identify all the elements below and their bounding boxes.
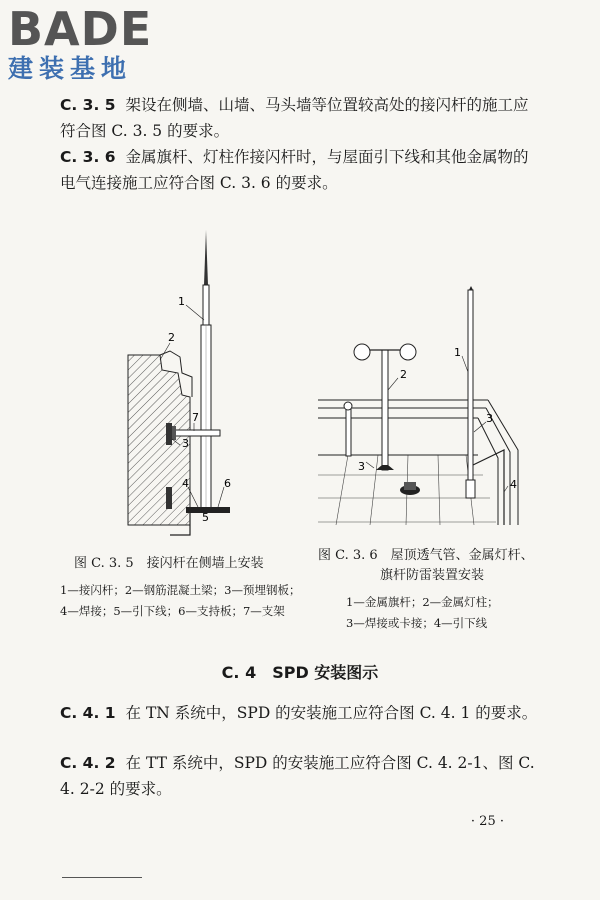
section-heading: C. 4 SPD 安装图示 xyxy=(221,663,379,682)
legend-line: 1—接闪杆；2—钢筋混凝土梁；3—预埋钢板； xyxy=(60,583,301,597)
figure-c35-legend xyxy=(60,580,300,622)
support-bracket xyxy=(170,430,220,436)
callout-2: 2 xyxy=(400,368,407,381)
logo-brand: BADE xyxy=(8,2,153,56)
callout-4: 4 xyxy=(510,478,517,491)
side-wall xyxy=(128,355,190,525)
vent-pipe xyxy=(346,406,351,456)
clause-number: C. 4. 1 xyxy=(60,704,116,722)
figure-c36-caption xyxy=(318,546,534,586)
figure-c35-drawing xyxy=(120,225,250,545)
paragraph-c36 xyxy=(60,144,540,196)
clause-number: C. 4. 2 xyxy=(60,754,116,772)
rod-tip xyxy=(204,230,208,285)
paragraph-c42 xyxy=(60,750,540,802)
clause-text: 在 TT 系统中，SPD 的安装施工应符合图 C. 4. 2-1、图 C. 4. 2-2 的要求。 xyxy=(60,754,535,798)
caption-line: 旗杆防雷装置安装 xyxy=(380,568,485,583)
clause-number: C. 3. 6 xyxy=(60,148,116,166)
legend-line: 1—金属旗杆；2—金属灯柱； xyxy=(346,595,499,609)
embedded-plate xyxy=(166,423,172,445)
callout-2: 2 xyxy=(168,331,175,344)
callout-1: 1 xyxy=(178,295,185,308)
flag-pole xyxy=(468,290,473,490)
brand-logo xyxy=(8,4,178,84)
lamp-globe-left xyxy=(354,344,370,360)
clause-text: 在 TN 系统中，SPD 的安装施工应符合图 C. 4. 1 的要求。 xyxy=(125,704,538,722)
logo-subtitle: 建装基地 xyxy=(8,54,133,83)
callout-1: 1 xyxy=(454,346,461,359)
page-number: · 25 · xyxy=(470,814,504,829)
callout-7: 7 xyxy=(192,411,199,424)
figure-c35-caption: 图 C. 3. 5 接闪杆在侧墙上安装 xyxy=(74,556,264,571)
caption-line: 图 C. 3. 6 屋顶透气管、金属灯杆、 xyxy=(318,548,534,563)
figure-c36-legend xyxy=(346,592,499,634)
callout-6: 6 xyxy=(224,477,231,490)
clause-text: 金属旗杆、灯柱作接闪杆时，与屋面引下线和其他金属物的电气连接施工应符合图 C. 3. 6 的要求。 xyxy=(60,148,529,192)
clause-text: 架设在侧墙、山墙、马头墙等位置较高处的接闪杆的施工应符合图 C. 3. 5 的要求。 xyxy=(60,96,529,140)
figure-c36-drawing xyxy=(318,280,528,530)
callout-5: 5 xyxy=(202,511,209,524)
clause-number: C. 3. 5 xyxy=(60,96,116,114)
paragraph-c41 xyxy=(60,700,540,726)
callout-4: 4 xyxy=(182,477,189,490)
lamp-pole xyxy=(382,350,388,470)
rod-upper xyxy=(203,285,209,325)
legend-line: 4—焊接；5—引下线；6—支持板；7—支架 xyxy=(60,604,285,618)
paragraph-c35 xyxy=(60,92,540,144)
down-conductor xyxy=(473,450,504,525)
legend-line: 3—焊接或卡接；4—引下线 xyxy=(346,616,488,630)
flag-pole-tip xyxy=(469,286,473,290)
callout-3-lower: 3 xyxy=(358,460,365,473)
lamp-globe-right xyxy=(400,344,416,360)
callout-3-upper: 3 xyxy=(486,412,493,425)
footer-rule xyxy=(62,877,142,878)
callout-3: 3 xyxy=(182,437,189,450)
